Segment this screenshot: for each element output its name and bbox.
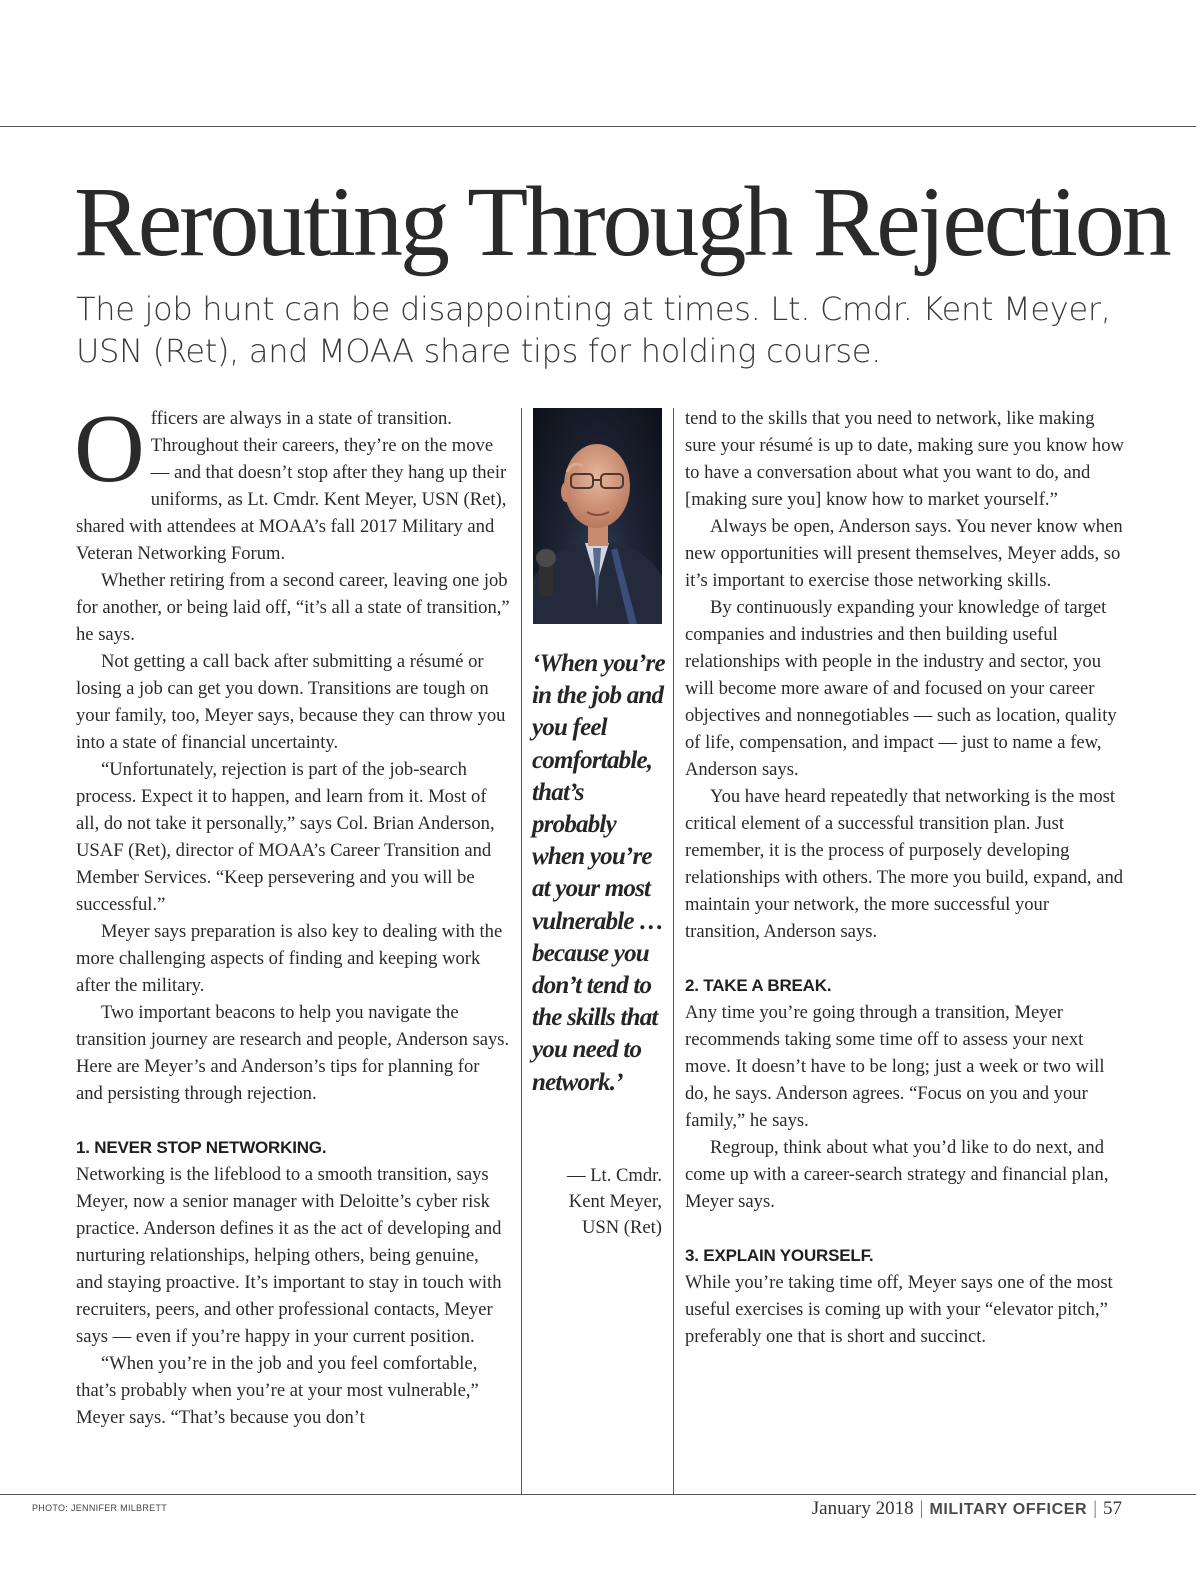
body-paragraph: You have heard repeatedly that networking is the most critical element of a successful transition plan. Just remember, it is the process of purposely developing relationships with others. The more you build, expand, and maintain your network, the more successful your transition, Anderson says. <box>685 786 1124 942</box>
article-column-3 <box>685 405 1125 1350</box>
portrait-photo <box>533 408 662 624</box>
body-paragraph: Not getting a call back after submitting a résumé or losing a job can get you down. Transitions are tough on your family, too, Meyer says, because they can throw you into a state of financial uncertainty. <box>76 651 506 753</box>
body-paragraph: Whether retiring from a second career, leaving one job for another, or being laid off, “it’s all a state of transition,” he says. <box>76 570 510 645</box>
column-divider <box>673 408 674 1494</box>
folio-separator: | <box>1093 1498 1097 1519</box>
body-paragraph: “When you’re in the job and you feel comfortable, that’s probably when you’re at your most vulnerable,” Meyer says. “That’s because you don’t <box>76 1353 479 1428</box>
section-heading-explain-yourself: 3. EXPLAIN YOURSELF. <box>685 1246 874 1265</box>
body-paragraph: By continuously expanding your knowledge of target companies and industries and then building useful relationships with people in the industry and sector, you will become more aware of and focused on your career objectives and nonnegotiables — such as location, quality of life, compensation, and impact — just to name a few, Anderson says. <box>685 597 1117 780</box>
body-paragraph: Any time you’re going through a transition, Meyer recommends taking some time off to assess your next move. It doesn’t have to be long; just a week or two will do, he says. Anderson agrees. “Focus on you and your family,” he says. <box>685 1002 1105 1131</box>
body-paragraph: “Unfortunately, rejection is part of the job-search process. Expect it to happen, and learn from it. Most of all, do not take it personally,” says Col. Brian Anderson, USAF (Ret), director of MOAA’s Career Transition and Member Services. “Keep persevering and you will be successful.” <box>76 759 495 915</box>
pull-quote-attribution: — Lt. Cmdr. Kent Meyer, USN (Ret) <box>566 1165 662 1238</box>
bottom-rule <box>0 1494 1196 1495</box>
section-heading-networking: 1. NEVER STOP NETWORKING. <box>76 1138 327 1157</box>
page-folio <box>812 1498 1122 1520</box>
body-paragraph: Regroup, think about what you’d like to do next, and come up with a career-search strategy and financial plan, Meyer says. <box>685 1137 1109 1212</box>
magazine-name: MILITARY OFFICER <box>929 1501 1088 1518</box>
drop-cap: O <box>74 395 145 503</box>
top-rule <box>0 126 1196 127</box>
article-column-1 <box>74 395 510 1431</box>
lead-paragraph <box>74 395 510 567</box>
body-paragraph: While you’re taking time off, Meyer says one of the most useful exercises is coming up with your “elevator pitch,” preferably one that is short and succinct. <box>685 1272 1113 1347</box>
photo-credit: PHOTO: JENNIFER MILBRETT <box>32 1503 168 1513</box>
lead-paragraph-text: fficers are always in a state of transition. Throughout their careers, they’re on the move — and that doesn’t stop after they hang up their uniforms, as Lt. Cmdr. Kent Meyer, USN (Ret), shared with attendees at MOAA’s fall 2017 Military and Veteran Networking Forum. <box>76 408 507 564</box>
body-paragraph: tend to the skills that you need to network, like making sure your résumé is up to date, making sure you know how to have a conversation about what you want to do, and [making sure you] know how to market yourself.” <box>685 408 1124 510</box>
body-paragraph: Two important beacons to help you navigate the transition journey are research and people, Anderson says. Here are Meyer’s and Anderson’s tips for planning for and persisting through rejection. <box>76 1002 510 1104</box>
body-paragraph: Meyer says preparation is also key to dealing with the more challenging aspects of finding and keeping work after the military. <box>76 921 503 996</box>
headline: Rerouting Through Rejection <box>74 166 1169 277</box>
dek-subtitle: The job hunt can be disappointing at times. Lt. Cmdr. Kent Meyer, USN (Ret), and MOAA share tips for holding course. <box>76 290 1111 370</box>
pull-quote: ‘When you’re in the job and you feel comfortable, that’s probably when you’re at your most vulnerable … because you don’t tend to the skills that you need to network.’ <box>532 650 665 1096</box>
portrait-illustration <box>533 408 662 624</box>
folio-separator: | <box>919 1498 924 1519</box>
column-divider <box>521 408 522 1494</box>
body-paragraph: Always be open, Anderson says. You never know when new opportunities will present themselves, Meyer adds, so it’s important to exercise those networking skills. <box>685 516 1123 591</box>
body-paragraph: Networking is the lifeblood to a smooth transition, says Meyer, now a senior manager with Deloitte’s cyber risk practice. Anderson defines it as the act of developing and nurturing relationships, helping others, being genuine, and staying proactive. It’s important to stay in touch with recruiters, peers, and other professional contacts, Meyer says — even if you’re happy in your current position. <box>76 1164 502 1347</box>
issue-date: January 2018 <box>811 1498 914 1519</box>
page-number: 57 <box>1103 1498 1122 1519</box>
section-heading-take-a-break: 2. TAKE A BREAK. <box>685 976 832 995</box>
